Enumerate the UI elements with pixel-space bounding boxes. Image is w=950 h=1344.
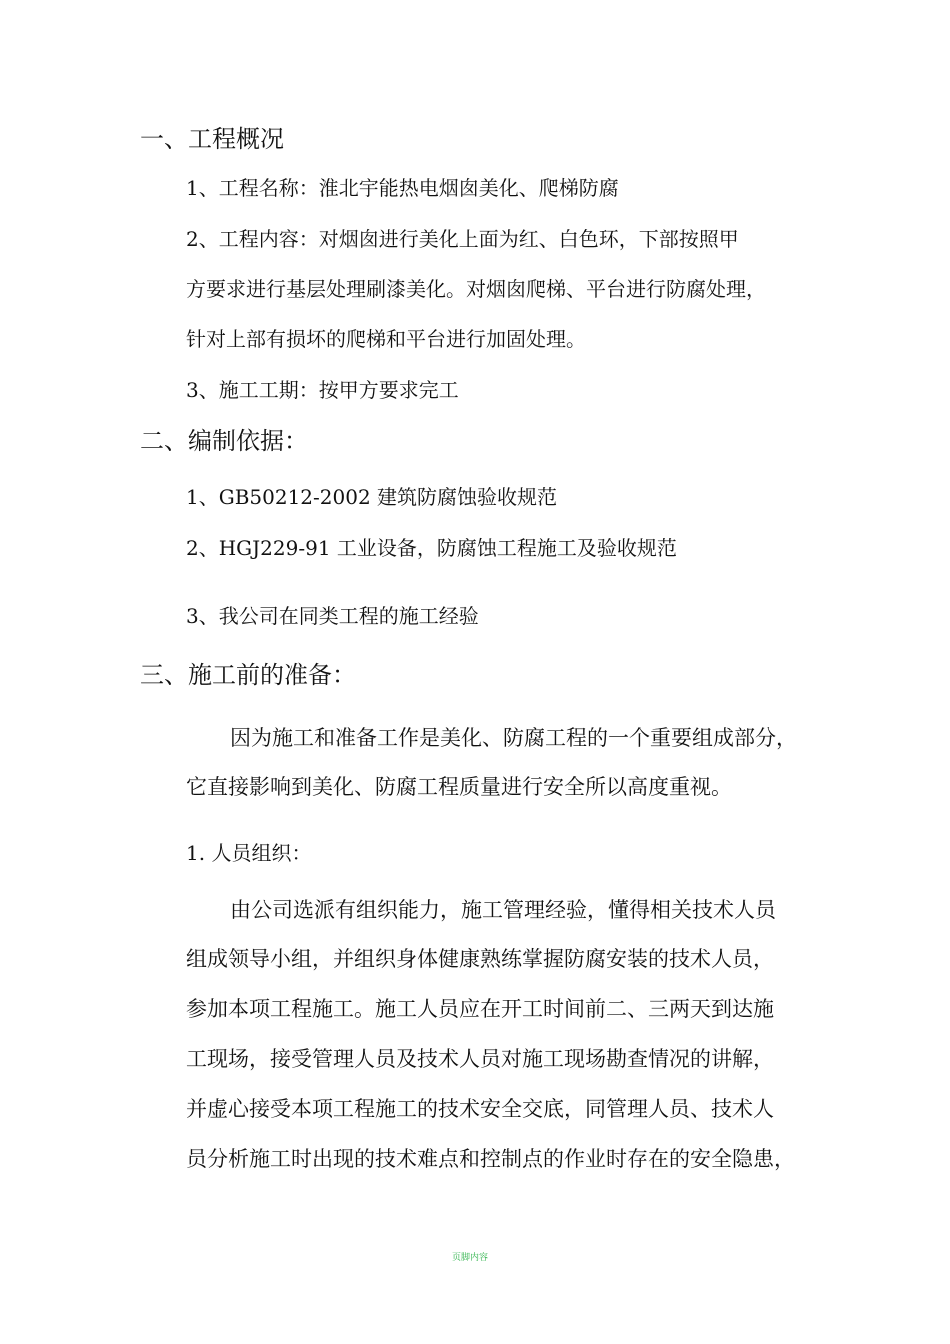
section-1-heading: 一、工程概况 (140, 125, 284, 153)
section-3-body-line-1: 由公司选派有组织能力，施工管理经验，懂得相关技术人员 (230, 898, 776, 922)
section-2-item-3: 3、我公司在同类工程的施工经验 (186, 604, 479, 628)
section-3-heading: 三、施工前的准备： (140, 661, 356, 689)
section-3-body-line-6: 员分析施工时出现的技术难点和控制点的作业时存在的安全隐患， (186, 1147, 795, 1171)
section-3-body-line-4: 工现场，接受管理人员及技术人员对施工现场勘查情况的讲解， (186, 1047, 774, 1071)
section-1-item-2: 2、工程内容：对烟囱进行美化上面为红、白色环，下部按照甲 (186, 227, 739, 251)
section-3-body-line-5: 并虚心接受本项工程施工的技术安全交底，同管理人员、技术人 (186, 1097, 774, 1121)
section-3-intro-line-1: 因为施工和准备工作是美化、防腐工程的一个重要组成部分， (230, 726, 797, 750)
page-footer: 页脚内容 (452, 1253, 489, 1263)
section-3-body-line-3: 参加本项工程施工。施工人员应在开工时间前二、三两天到达施 (186, 997, 774, 1021)
section-2-item-2: 2、HGJ229-91 工业设备，防腐蚀工程施工及验收规范 (186, 536, 677, 560)
section-2-item-1: 1、GB50212-2002 建筑防腐蚀验收规范 (186, 485, 558, 509)
section-1-item-2-cont-1: 方要求进行基层处理刷漆美化。对烟囱爬梯、平台进行防腐处理， (186, 277, 766, 301)
section-1-item-3: 3、施工工期：按甲方要求完工 (186, 378, 459, 402)
section-1-item-2-cont-2: 针对上部有损坏的爬梯和平台进行加固处理。 (186, 327, 586, 351)
section-3-body-line-2: 组成领导小组，并组织身体健康熟练掌握防腐安装的技术人员， (186, 947, 774, 971)
section-3-intro-line-2: 它直接影响到美化、防腐工程质量进行安全所以高度重视。 (186, 775, 732, 799)
section-1-item-1: 1、工程名称：淮北宇能热电烟囱美化、爬梯防腐 (186, 176, 619, 200)
section-3-sub-heading: 1. 人员组织： (186, 841, 312, 865)
section-2-heading: 二、编制依据： (140, 427, 308, 455)
